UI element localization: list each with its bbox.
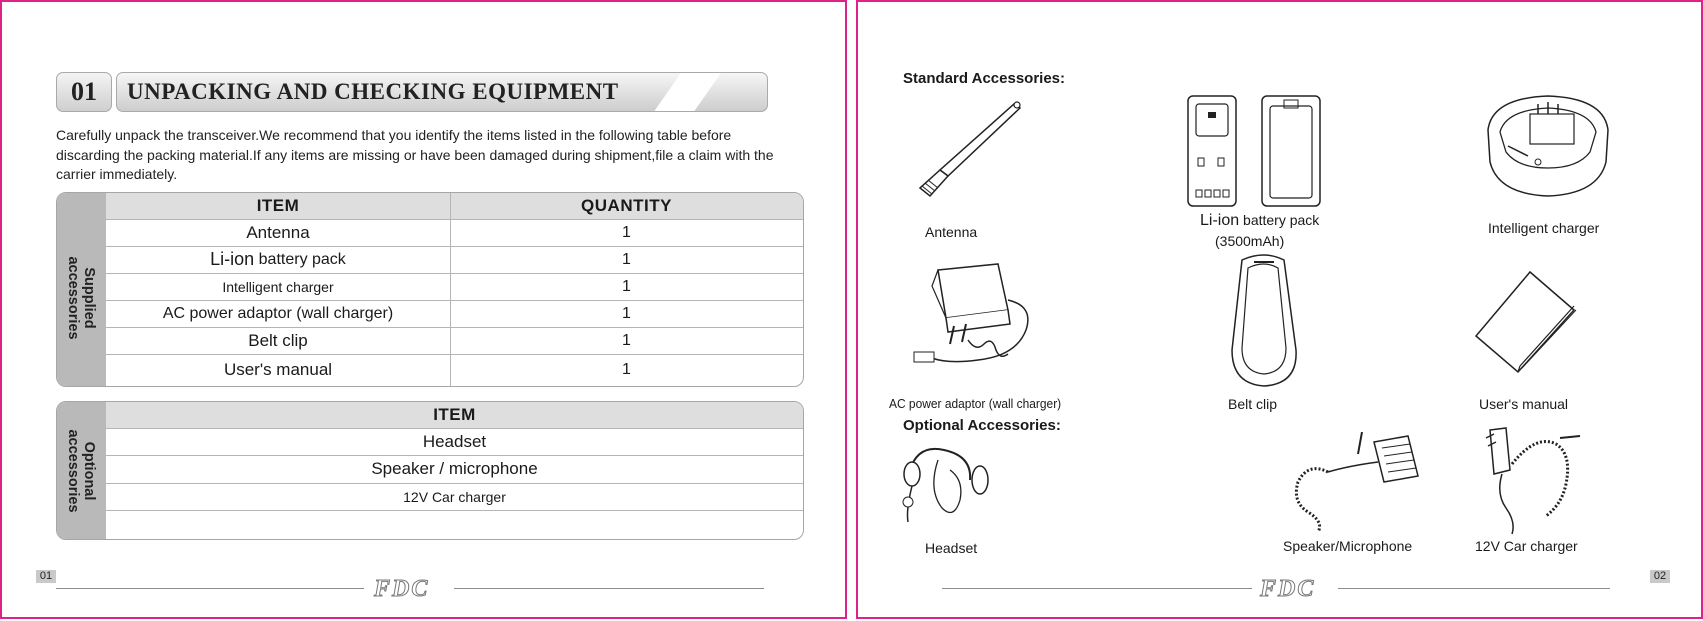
left-page: [0, 0, 847, 619]
intelligent-charger-image: [1478, 90, 1618, 200]
header-quantity: QUANTITY: [581, 196, 672, 215]
speaker-microphone-caption: Speaker/Microphone: [1283, 538, 1413, 554]
table-row: [106, 273, 803, 301]
users-manual-caption: User's manual: [1479, 396, 1569, 412]
page-number: 02: [1650, 570, 1670, 583]
item-cell: Intelligent charger: [222, 278, 334, 295]
qty-cell: 1: [622, 304, 631, 322]
footer-line: [942, 588, 1252, 589]
intelligent-charger-caption: Intelligent charger: [1488, 220, 1600, 236]
optional-accessories-title: Optional Accessories:: [903, 417, 1061, 434]
battery-caption: [1200, 212, 1319, 230]
qty-cell: 1: [622, 360, 631, 378]
headset-image: [898, 440, 998, 530]
qty-cell: 1: [622, 223, 631, 241]
table-row: [106, 219, 803, 247]
table-row: [106, 428, 803, 456]
speaker-microphone-image: [1278, 432, 1428, 538]
item-cell: Antenna: [246, 222, 310, 242]
item-cell: AC power adaptor (wall charger): [162, 304, 394, 322]
belt-clip-caption: Belt clip: [1228, 396, 1278, 412]
item-cell: Speaker / microphone: [371, 459, 538, 478]
belt-clip-image: [1224, 252, 1304, 392]
car-charger-caption: 12V Car charger: [1475, 538, 1578, 554]
ac-adaptor-caption: AC power adaptor (wall charger): [889, 396, 1062, 411]
column-divider: [450, 193, 451, 386]
item-cell: [106, 510, 803, 538]
table-row: [106, 246, 803, 274]
table-row: [106, 300, 803, 328]
optional-accessories-table: [56, 401, 804, 540]
supplied-accessories-table: [56, 192, 804, 387]
table-header-row: [106, 193, 803, 220]
battery-text: battery pack: [1239, 212, 1320, 228]
users-manual-image: [1470, 266, 1580, 376]
battery-prefix: Li-ion: [1200, 212, 1240, 229]
page-number: 01: [36, 570, 56, 583]
item-cell: 12V Car charger: [403, 488, 506, 505]
item-prefix: Li-ion: [210, 249, 255, 269]
table-header-row: [106, 402, 803, 429]
table-row: [106, 483, 803, 511]
battery-capacity-caption: (3500mAh): [1215, 233, 1285, 249]
antenna-caption: Antenna: [925, 224, 978, 240]
item-cell: User's manual: [223, 359, 333, 379]
header-item: ITEM: [256, 196, 300, 215]
item-cell: Belt clip: [248, 330, 308, 350]
table-row: [106, 455, 803, 484]
section-title-bar: [116, 72, 768, 112]
section-number: 01: [56, 72, 112, 112]
ac-adaptor-image: [908, 260, 1048, 380]
side-label-line-2: accessories: [65, 256, 81, 340]
right-page: [856, 0, 1703, 619]
standard-accessories-title: Standard Accessories:: [903, 70, 1066, 87]
headset-caption: Headset: [925, 540, 978, 556]
section-title: UNPACKING AND CHECKING EQUIPMENT: [127, 79, 619, 104]
table-row: [106, 510, 803, 538]
footer-line: [56, 588, 364, 589]
item-cell: [106, 246, 450, 273]
antenna-image: [910, 98, 1030, 208]
qty-cell: 1: [622, 250, 631, 268]
intro-paragraph: Carefully unpack the transceiver.We recommend that you identify the items listed in the following table before discarding the packing material.If any items are missing or have been damaged during shipment,file a claim with the carrier immediately.: [56, 127, 774, 182]
optional-side-label: [65, 416, 97, 526]
item-text: battery pack: [254, 250, 346, 268]
brand-logo: FDC: [1260, 576, 1316, 602]
brand-logo: FDC: [374, 576, 430, 602]
table-row: [106, 354, 803, 385]
footer-line: [454, 588, 764, 589]
table-row: [106, 327, 803, 355]
title-bar-slant: [649, 72, 725, 112]
side-label-line-1: Optional: [81, 441, 97, 501]
supplied-side-label: [65, 243, 97, 353]
header-item: ITEM: [433, 405, 476, 424]
side-label-line-2: accessories: [65, 429, 81, 513]
battery-pack-image: [1186, 94, 1326, 210]
item-cell: Headset: [422, 431, 487, 451]
car-charger-image: [1476, 424, 1586, 536]
qty-cell: 1: [622, 277, 631, 295]
qty-cell: 1: [622, 331, 631, 349]
side-label-line-1: Supplied: [81, 267, 97, 329]
footer-line: [1338, 588, 1610, 589]
